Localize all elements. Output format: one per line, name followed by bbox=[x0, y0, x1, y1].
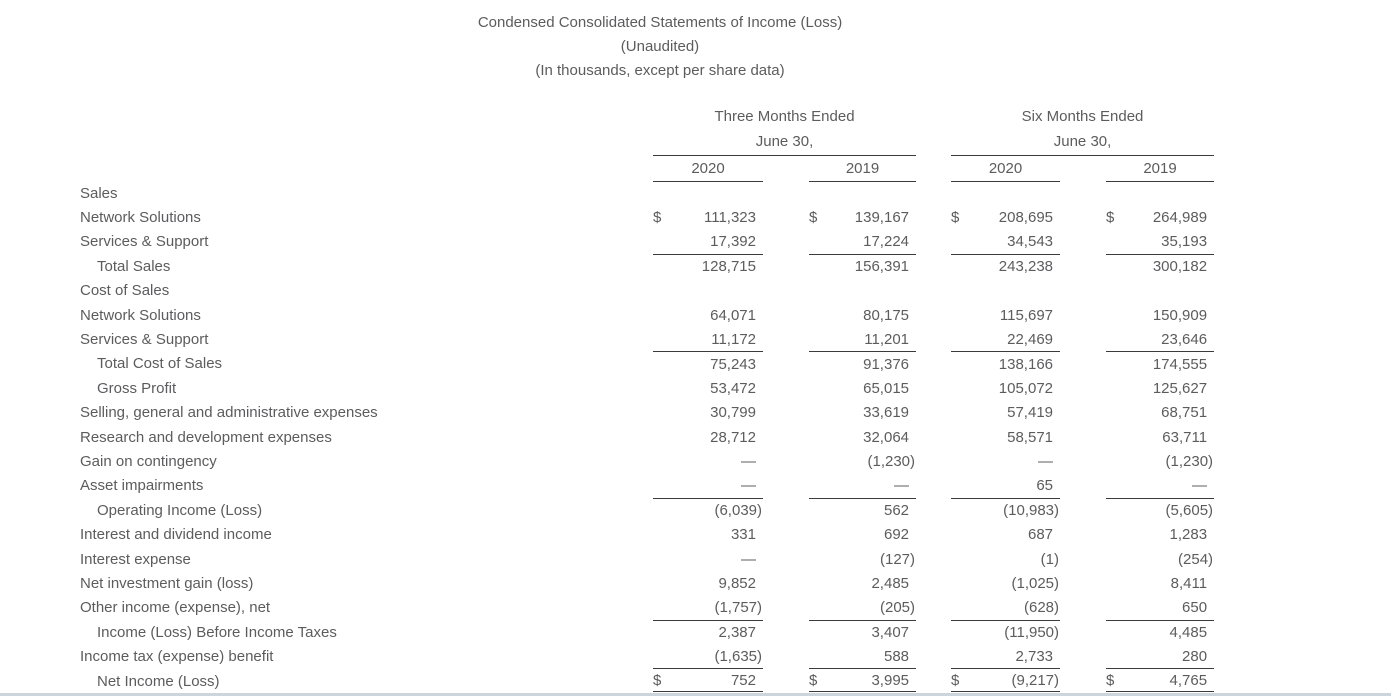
column-gap bbox=[1060, 155, 1106, 181]
column-gap bbox=[1060, 327, 1106, 351]
column-gap bbox=[763, 155, 809, 181]
dollar-sign-cell bbox=[809, 425, 836, 449]
value-cell: (1) bbox=[1040, 550, 1060, 568]
row-label: Asset impairments bbox=[80, 477, 204, 495]
value-cell: (1,635) bbox=[680, 644, 763, 668]
value-cell bbox=[680, 181, 763, 205]
dollar-sign-cell bbox=[653, 547, 680, 571]
column-gap bbox=[1060, 376, 1106, 400]
column-gap bbox=[1060, 620, 1106, 644]
table-row bbox=[80, 376, 1214, 400]
year-header-6m-2019: 2019 bbox=[1106, 155, 1214, 181]
value-cell: 32,064 bbox=[863, 428, 910, 446]
column-gap bbox=[916, 522, 951, 546]
column-gap bbox=[763, 669, 809, 693]
column-gap bbox=[916, 279, 951, 303]
row-label: Research and development expenses bbox=[80, 428, 332, 446]
column-gap bbox=[916, 376, 951, 400]
dollar-sign-cell bbox=[951, 230, 978, 254]
value-cell: 150,909 bbox=[1152, 306, 1208, 324]
dollar-sign-cell bbox=[653, 449, 680, 473]
year-header-3m-2020: 2020 bbox=[653, 155, 763, 181]
value-cell: 2,485 bbox=[871, 574, 910, 592]
dollar-sign-cell: $ bbox=[809, 209, 818, 227]
column-gap bbox=[916, 254, 951, 278]
table-row bbox=[80, 474, 1214, 498]
value-cell: 17,224 bbox=[836, 230, 916, 254]
dollar-sign-cell: $ bbox=[653, 209, 662, 227]
dollar-sign-cell bbox=[809, 279, 836, 303]
table-row bbox=[80, 669, 1214, 693]
table-row bbox=[80, 547, 1214, 571]
dollar-sign-cell bbox=[653, 303, 680, 327]
column-gap bbox=[763, 230, 809, 254]
column-gap bbox=[916, 547, 951, 571]
column-gap bbox=[916, 128, 951, 155]
table-row bbox=[80, 352, 1214, 376]
dollar-sign-cell bbox=[653, 474, 680, 498]
value-cell: 68,751 bbox=[1161, 404, 1208, 422]
column-gap bbox=[763, 303, 809, 327]
column-gap bbox=[763, 181, 809, 205]
value-cell: — bbox=[1038, 452, 1054, 470]
dollar-sign-cell: $ bbox=[951, 209, 960, 227]
value-cell bbox=[836, 181, 916, 205]
dollar-sign-cell bbox=[809, 498, 836, 522]
column-gap bbox=[763, 205, 809, 229]
value-cell: 9,852 bbox=[718, 574, 756, 592]
column-gap bbox=[1060, 669, 1106, 693]
value-cell: 125,627 bbox=[1152, 379, 1208, 397]
column-gap bbox=[916, 181, 951, 205]
dollar-sign-cell bbox=[951, 254, 978, 278]
year-header-6m-2020: 2020 bbox=[951, 155, 1060, 181]
column-gap bbox=[1060, 547, 1106, 571]
date-header-row bbox=[80, 128, 1214, 155]
value-cell: 80,175 bbox=[863, 306, 910, 324]
dollar-sign-cell bbox=[951, 352, 978, 376]
dollar-sign-cell bbox=[809, 327, 836, 351]
column-gap bbox=[1060, 425, 1106, 449]
value-cell: 4,765 bbox=[1133, 669, 1214, 693]
column-gap bbox=[916, 425, 951, 449]
column-gap bbox=[763, 522, 809, 546]
dollar-sign-cell bbox=[653, 620, 680, 644]
row-label: Sales bbox=[80, 184, 118, 202]
row-label: Income tax (expense) benefit bbox=[80, 648, 274, 666]
header-spacer bbox=[80, 104, 653, 128]
value-cell: 280 bbox=[1133, 644, 1214, 668]
column-gap bbox=[916, 303, 951, 327]
value-cell: 115,697 bbox=[999, 306, 1054, 324]
column-gap bbox=[916, 401, 951, 425]
dollar-sign-cell bbox=[1106, 644, 1133, 668]
value-cell: — bbox=[1133, 474, 1214, 498]
row-label: Other income (expense), net bbox=[80, 599, 271, 617]
column-gap bbox=[916, 596, 951, 620]
column-gap bbox=[1060, 571, 1106, 595]
dollar-sign-cell bbox=[653, 376, 680, 400]
row-label: Services & Support bbox=[80, 331, 209, 349]
value-cell: 22,469 bbox=[978, 327, 1060, 351]
dollar-sign-cell bbox=[809, 230, 836, 254]
column-gap bbox=[916, 327, 951, 351]
table-row bbox=[80, 254, 1214, 278]
dollar-sign-cell bbox=[653, 401, 680, 425]
column-gap bbox=[763, 425, 809, 449]
dollar-sign-cell bbox=[1106, 352, 1133, 376]
value-cell bbox=[680, 279, 763, 303]
column-gap bbox=[763, 449, 809, 473]
dollar-sign-cell bbox=[809, 522, 836, 546]
dollar-sign-cell bbox=[653, 596, 680, 620]
date-header-three-months: June 30, bbox=[653, 128, 916, 155]
column-gap bbox=[916, 449, 951, 473]
dollar-sign-cell bbox=[951, 522, 978, 546]
column-gap bbox=[1060, 254, 1106, 278]
dollar-sign-cell bbox=[809, 547, 836, 571]
dollar-sign-cell bbox=[1106, 620, 1133, 644]
value-cell: (11,950) bbox=[1004, 623, 1060, 641]
value-cell: 35,193 bbox=[1133, 230, 1214, 254]
table-row bbox=[80, 596, 1214, 620]
column-gap bbox=[1060, 596, 1106, 620]
value-cell: 692 bbox=[883, 526, 910, 544]
column-gap bbox=[1060, 352, 1106, 376]
row-label: Network Solutions bbox=[80, 306, 201, 324]
year-header-row bbox=[80, 155, 1214, 181]
column-gap bbox=[1060, 181, 1106, 205]
value-cell: 30,799 bbox=[710, 404, 756, 422]
column-gap bbox=[763, 474, 809, 498]
value-cell: (5,605) bbox=[1165, 502, 1214, 520]
dollar-sign-cell: $ bbox=[951, 669, 978, 693]
value-cell: 64,071 bbox=[710, 306, 756, 324]
dollar-sign-cell bbox=[951, 376, 978, 400]
document-subtitle-units: (In thousands, except per share data) bbox=[535, 62, 785, 79]
table-row bbox=[80, 181, 1214, 205]
dollar-sign-cell bbox=[1106, 596, 1133, 620]
dollar-sign-cell bbox=[1106, 401, 1133, 425]
dollar-sign-cell bbox=[653, 279, 680, 303]
column-gap bbox=[763, 254, 809, 278]
value-cell: 139,167 bbox=[854, 209, 910, 227]
value-cell: 105,072 bbox=[998, 379, 1054, 397]
dollar-sign-cell bbox=[809, 449, 836, 473]
value-cell: (1,230) bbox=[867, 452, 916, 470]
dollar-sign-cell bbox=[1106, 327, 1133, 351]
dollar-sign-cell bbox=[809, 401, 836, 425]
column-gap bbox=[763, 352, 809, 376]
value-cell: 65,015 bbox=[863, 379, 910, 397]
column-gap bbox=[763, 644, 809, 668]
column-gap bbox=[763, 279, 809, 303]
value-cell: 588 bbox=[836, 644, 916, 668]
table-row bbox=[80, 279, 1214, 303]
row-label: Gross Profit bbox=[97, 379, 177, 397]
income-statement-table bbox=[80, 104, 1214, 695]
column-gap bbox=[916, 230, 951, 254]
dollar-sign-cell bbox=[1106, 474, 1133, 498]
value-cell: 34,543 bbox=[978, 230, 1060, 254]
dollar-sign-cell bbox=[951, 620, 978, 644]
dollar-sign-cell bbox=[951, 181, 978, 205]
value-cell: 300,182 bbox=[1152, 258, 1208, 276]
dollar-sign-cell bbox=[1106, 425, 1133, 449]
value-cell: (1,230) bbox=[1165, 452, 1214, 470]
dollar-sign-cell bbox=[809, 303, 836, 327]
value-cell: 8,411 bbox=[1170, 574, 1208, 592]
dollar-sign-cell bbox=[653, 644, 680, 668]
value-cell: (9,217) bbox=[978, 669, 1060, 693]
dollar-sign-cell bbox=[951, 425, 978, 449]
column-gap bbox=[916, 571, 951, 595]
column-gap bbox=[916, 644, 951, 668]
column-gap bbox=[1060, 522, 1106, 546]
column-gap bbox=[763, 327, 809, 351]
dollar-sign-cell bbox=[951, 327, 978, 351]
column-gap bbox=[763, 571, 809, 595]
column-gap bbox=[1060, 303, 1106, 327]
row-label: Gain on contingency bbox=[80, 452, 217, 470]
value-cell: — bbox=[741, 452, 756, 470]
column-gap bbox=[1060, 230, 1106, 254]
column-gap bbox=[916, 104, 951, 128]
row-label: Operating Income (Loss) bbox=[97, 501, 263, 519]
value-cell: — bbox=[741, 550, 756, 568]
dollar-sign-cell bbox=[1106, 547, 1133, 571]
dollar-sign-cell bbox=[1106, 522, 1133, 546]
period-header-row bbox=[80, 104, 1214, 128]
dollar-sign-cell bbox=[951, 547, 978, 571]
value-cell: 3,407 bbox=[871, 623, 910, 641]
dollar-sign-cell bbox=[1106, 376, 1133, 400]
table-row bbox=[80, 571, 1214, 595]
value-cell: 53,472 bbox=[710, 379, 756, 397]
dollar-sign-cell bbox=[1106, 181, 1133, 205]
dollar-sign-cell bbox=[951, 474, 978, 498]
value-cell: 243,238 bbox=[998, 258, 1054, 276]
value-cell: 63,711 bbox=[1162, 428, 1208, 446]
value-cell: 3,995 bbox=[836, 669, 916, 693]
column-gap bbox=[1060, 401, 1106, 425]
dollar-sign-cell bbox=[653, 327, 680, 351]
column-gap bbox=[1060, 279, 1106, 303]
value-cell: 23,646 bbox=[1133, 327, 1214, 351]
dollar-sign-cell bbox=[809, 571, 836, 595]
value-cell: 91,376 bbox=[863, 355, 910, 373]
dollar-sign-cell: $ bbox=[809, 669, 836, 693]
dollar-sign-cell bbox=[951, 303, 978, 327]
value-cell: 11,201 bbox=[836, 327, 916, 351]
dollar-sign-cell bbox=[809, 254, 836, 278]
value-cell: 2,387 bbox=[718, 623, 756, 641]
dollar-sign-cell bbox=[809, 620, 836, 644]
dollar-sign-cell bbox=[653, 254, 680, 278]
table-row bbox=[80, 327, 1214, 351]
income-table-body bbox=[80, 181, 1214, 693]
dollar-sign-cell: $ bbox=[653, 669, 680, 693]
document-title-block bbox=[0, 0, 1320, 83]
dollar-sign-cell bbox=[653, 181, 680, 205]
table-row bbox=[80, 620, 1214, 644]
document-subtitle-unaudited: (Unaudited) bbox=[620, 38, 700, 55]
column-gap bbox=[916, 205, 951, 229]
dollar-sign-cell bbox=[809, 352, 836, 376]
dollar-sign-cell bbox=[809, 644, 836, 668]
year-header-3m-2019: 2019 bbox=[809, 155, 916, 181]
dollar-sign-cell bbox=[809, 181, 836, 205]
table-row bbox=[80, 522, 1214, 546]
value-cell bbox=[1133, 181, 1214, 205]
column-gap bbox=[916, 669, 951, 693]
dollar-sign-cell: $ bbox=[1106, 669, 1133, 693]
row-label: Total Sales bbox=[97, 257, 171, 275]
table-row bbox=[80, 401, 1214, 425]
dollar-sign-cell bbox=[653, 352, 680, 376]
column-gap bbox=[1060, 205, 1106, 229]
value-cell: (6,039) bbox=[714, 502, 762, 520]
dollar-sign-cell bbox=[951, 279, 978, 303]
dollar-sign-cell bbox=[951, 401, 978, 425]
value-cell: 138,166 bbox=[998, 355, 1054, 373]
table-row bbox=[80, 644, 1214, 668]
value-cell bbox=[978, 181, 1060, 205]
dollar-sign-cell bbox=[951, 644, 978, 668]
value-cell: 58,571 bbox=[1007, 428, 1054, 446]
value-cell: 1,283 bbox=[1169, 526, 1208, 544]
column-gap bbox=[763, 547, 809, 571]
column-gap bbox=[763, 620, 809, 644]
value-cell: 33,619 bbox=[863, 404, 910, 422]
column-gap bbox=[763, 401, 809, 425]
dollar-sign-cell: $ bbox=[1106, 209, 1115, 227]
value-cell: (10,983) bbox=[1003, 502, 1060, 520]
value-cell: 75,243 bbox=[710, 355, 756, 373]
value-cell: (254) bbox=[1178, 550, 1214, 568]
value-cell: 156,391 bbox=[854, 258, 910, 276]
value-cell: (1,025) bbox=[1011, 574, 1060, 592]
period-header-six-months: Six Months Ended bbox=[1021, 107, 1144, 125]
dollar-sign-cell bbox=[809, 376, 836, 400]
dollar-sign-cell bbox=[951, 596, 978, 620]
row-label: Net Income (Loss) bbox=[97, 672, 220, 690]
value-cell: (205) bbox=[836, 596, 916, 620]
value-cell: 650 bbox=[1133, 596, 1214, 620]
value-cell: — bbox=[680, 474, 763, 498]
document-title: Condensed Consolidated Statements of Income (Loss) bbox=[477, 14, 843, 31]
dollar-sign-cell bbox=[809, 596, 836, 620]
table-row bbox=[80, 230, 1214, 254]
value-cell: 111,323 bbox=[704, 209, 756, 227]
value-cell: 562 bbox=[883, 502, 910, 520]
value-cell bbox=[1133, 279, 1214, 303]
dollar-sign-cell bbox=[1106, 449, 1133, 473]
value-cell: 11,172 bbox=[680, 327, 763, 351]
dollar-sign-cell bbox=[1106, 571, 1133, 595]
dollar-sign-cell bbox=[1106, 303, 1133, 327]
column-gap bbox=[1060, 474, 1106, 498]
header-spacer bbox=[80, 155, 653, 181]
column-gap bbox=[916, 155, 951, 181]
dollar-sign-cell bbox=[653, 498, 680, 522]
row-label: Services & Support bbox=[80, 233, 209, 251]
dollar-sign-cell bbox=[951, 571, 978, 595]
value-cell: 28,712 bbox=[710, 428, 756, 446]
value-cell: (127) bbox=[879, 550, 916, 568]
value-cell: 174,555 bbox=[1152, 355, 1208, 373]
row-label: Total Cost of Sales bbox=[97, 355, 223, 373]
table-row bbox=[80, 425, 1214, 449]
column-gap bbox=[763, 498, 809, 522]
row-label: Interest expense bbox=[80, 550, 191, 568]
column-gap bbox=[1060, 498, 1106, 522]
value-cell: 687 bbox=[1027, 526, 1054, 544]
value-cell: (628) bbox=[978, 596, 1060, 620]
value-cell: 208,695 bbox=[998, 209, 1054, 227]
dollar-sign-cell bbox=[653, 425, 680, 449]
column-gap bbox=[916, 474, 951, 498]
date-header-six-months: June 30, bbox=[951, 128, 1214, 155]
dollar-sign-cell bbox=[653, 230, 680, 254]
table-row bbox=[80, 449, 1214, 473]
row-label: Interest and dividend income bbox=[80, 526, 272, 544]
column-gap bbox=[916, 620, 951, 644]
column-gap bbox=[763, 596, 809, 620]
row-label: Income (Loss) Before Income Taxes bbox=[97, 623, 337, 641]
value-cell: 2,733 bbox=[978, 644, 1060, 668]
column-gap bbox=[916, 352, 951, 376]
value-cell: 65 bbox=[978, 474, 1060, 498]
dollar-sign-cell bbox=[653, 571, 680, 595]
table-row bbox=[80, 205, 1214, 229]
dollar-sign-cell bbox=[1106, 254, 1133, 278]
period-header-three-months: Three Months Ended bbox=[714, 107, 855, 125]
dollar-sign-cell bbox=[1106, 279, 1133, 303]
column-gap bbox=[1060, 449, 1106, 473]
value-cell: 57,419 bbox=[1007, 404, 1054, 422]
column-gap bbox=[763, 376, 809, 400]
dollar-sign-cell bbox=[809, 474, 836, 498]
dollar-sign-cell bbox=[653, 522, 680, 546]
dollar-sign-cell bbox=[951, 449, 978, 473]
dollar-sign-cell bbox=[951, 498, 978, 522]
table-row bbox=[80, 498, 1214, 522]
value-cell: 17,392 bbox=[680, 230, 763, 254]
value-cell: (1,757) bbox=[680, 596, 763, 620]
dollar-sign-cell bbox=[1106, 498, 1133, 522]
column-gap bbox=[916, 498, 951, 522]
value-cell: 128,715 bbox=[701, 258, 756, 276]
value-cell bbox=[978, 279, 1060, 303]
dollar-sign-cell bbox=[1106, 230, 1133, 254]
row-label: Net investment gain (loss) bbox=[80, 574, 254, 592]
value-cell: 264,989 bbox=[1152, 209, 1208, 227]
value-cell: 752 bbox=[680, 669, 763, 693]
value-cell: 331 bbox=[730, 526, 756, 544]
column-gap bbox=[1060, 644, 1106, 668]
value-cell bbox=[836, 279, 916, 303]
row-label: Cost of Sales bbox=[80, 282, 170, 300]
row-label: Network Solutions bbox=[80, 209, 201, 227]
value-cell: 4,485 bbox=[1169, 623, 1208, 641]
table-row bbox=[80, 303, 1214, 327]
header-spacer bbox=[80, 128, 653, 155]
value-cell: — bbox=[836, 474, 916, 498]
row-label: Selling, general and administrative expenses bbox=[80, 404, 378, 422]
